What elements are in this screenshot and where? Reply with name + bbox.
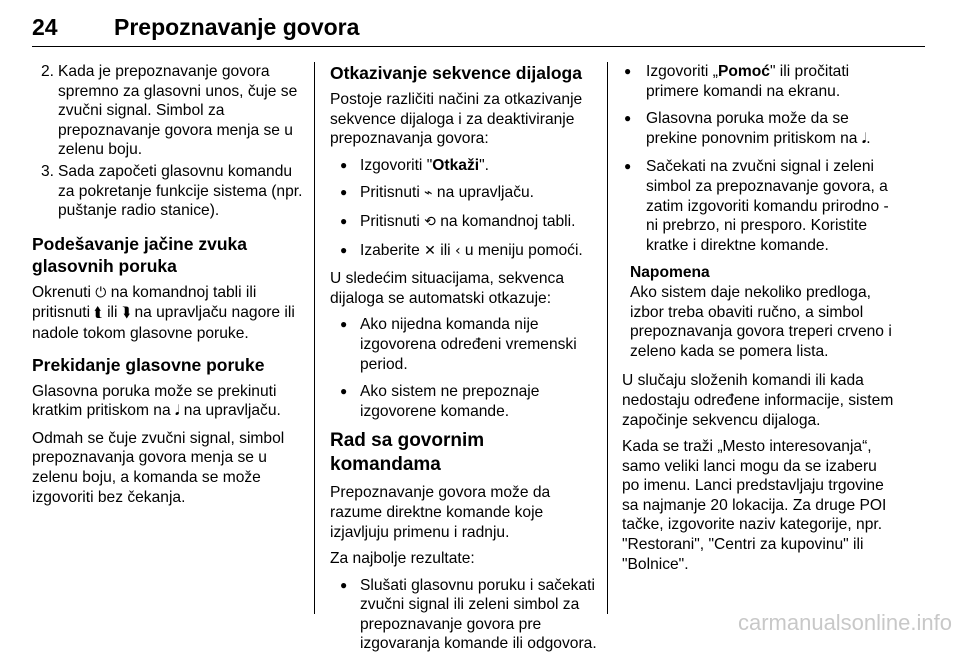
paragraph-interrupt: Glasovna poruka može se prekinuti kratkim pritiskom na 𝅘𝅥 na upravljaču. bbox=[32, 382, 281, 420]
auto-list bbox=[330, 315, 598, 421]
paragraph-auto: U sledećim situacijama, sekvenca dijaloga se automatski otkazuje: bbox=[330, 270, 564, 307]
list-item: ● Ako nijedna komanda nije izgovorena određeni vremenski period. bbox=[330, 315, 598, 374]
chevron-left-icon: ‹ bbox=[454, 242, 461, 259]
heading-volume: Podešavanje jačine zvuka glasovnih poruka bbox=[32, 233, 247, 276]
list-item: ● Izgovoriti "Otkaži". bbox=[330, 156, 598, 176]
paragraph-volume: Okrenuti ⏻ na komandnoj tabli ili pritisnuti ⮬ ili ⮯ na upravljaču nagore ili nadole tokom glasovne poruke. bbox=[32, 283, 295, 342]
back-icon: ⟲ bbox=[424, 213, 436, 230]
step-number: 2. bbox=[41, 63, 55, 80]
paragraph-voice: Prepoznavanje govora može da razume direktne komande koje izjavljuju primenu i radnju. bbox=[330, 484, 551, 541]
volume-up-icon: ⮬ bbox=[94, 305, 103, 322]
list-item: ● Ako sistem ne prepoznaje izgovorene komande. bbox=[330, 382, 598, 421]
heading-cancel: Otkazivanje sekvence dijaloga bbox=[330, 63, 582, 83]
note-box bbox=[622, 263, 894, 361]
close-icon: ✕ bbox=[424, 242, 436, 259]
page-title: Prepoznavanje govora bbox=[114, 14, 360, 40]
best-list-continued bbox=[622, 62, 894, 255]
page-header bbox=[32, 6, 925, 47]
cancel-list bbox=[330, 156, 598, 261]
steps-list bbox=[32, 62, 304, 221]
paragraph-complex: U slučaju složenih komandi ili kada nedostaju određene informacije, sistem započinje sekvencu dijaloga. bbox=[622, 372, 894, 429]
list-item bbox=[32, 162, 304, 221]
hang-up-icon: ⌁ bbox=[424, 185, 433, 202]
best-list bbox=[330, 576, 598, 654]
step-text: Kada je prepoznavanje govora spremno za glasovni unos, čuje se zvučni signal. Simbol za prepoznavanje govora menja se u zelenu boju. bbox=[58, 63, 298, 159]
heading-voice: Rad sa govornim komandama bbox=[330, 430, 485, 476]
column-1 bbox=[32, 62, 304, 514]
note-text: Ako sistem daje nekoliko predloga, izbor treba obaviti ručno, a simbol prepoznavanja govora treperi crveno i zeleno kada se pomera lista. bbox=[630, 283, 892, 360]
voice-icon: 𝅘𝅥 bbox=[861, 130, 867, 147]
list-item: ● Pritisnuti ⌁ na upravljaču. bbox=[330, 183, 598, 204]
note-title: Napomena bbox=[630, 264, 710, 282]
column-divider bbox=[607, 62, 608, 614]
list-item: ● Pritisnuti ⟲ na komandnoj tabli. bbox=[330, 212, 598, 233]
power-icon: ⏻ bbox=[95, 284, 107, 301]
paragraph-interrupt-2: Odmah se čuje zvučni signal, simbol prepoznavanja govora menja se u zelenu boju, a komanda se može izgovoriti bez čekanja. bbox=[32, 429, 285, 506]
step-text: Sada započeti glasovnu komandu za pokretanje funkcije sistema (npr. puštanje radio stanice). bbox=[58, 162, 303, 220]
paragraph-poi: Kada se traži „Mesto interesovanja“, samo veliki lanci mogu da se izaberu po imenu. Lanci predstavljaju trgovine sa najmanje 20 lokacija. Za druge POI tačke, izgovorite naziv kategorije, npr. "Restorani", "Centri za kupovinu" ili "Bolnice". bbox=[622, 438, 887, 573]
list-item: ● Sačekati na zvučni signal i zeleni simbol za prepoznavanje govora, a zatim izgovoriti komandu prirodno - ni prebrzo, ni presporo. Koristite kratke i direktne komande. bbox=[622, 157, 894, 255]
watermark: carmanualsonline.info bbox=[737, 610, 952, 635]
volume-down-icon: ⮯ bbox=[121, 305, 131, 322]
step-number: 3. bbox=[41, 162, 55, 180]
paragraph-best: Za najbolje rezultate: bbox=[330, 550, 475, 568]
list-item bbox=[32, 62, 304, 160]
voice-icon: 𝅘𝅥 bbox=[174, 403, 180, 420]
list-item: ● Izgovoriti „Pomoć" ili pročitati primere komandi na ekranu. bbox=[622, 62, 894, 101]
column-2 bbox=[330, 62, 598, 662]
list-item: ● Slušati glasovnu poruku i sačekati zvučni signal ili zeleni simbol za prepoznavanje govora pre izgovaranja komande ili odgovora. bbox=[330, 576, 598, 654]
column-divider bbox=[314, 62, 315, 614]
page-number: 24 bbox=[32, 14, 58, 40]
paragraph-cancel: Postoje različiti načini za otkazivanje sekvence dijaloga i za deaktiviranje prepoznavanja govora: bbox=[330, 91, 583, 148]
heading-interrupt: Prekidanje glasovne poruke bbox=[32, 354, 265, 375]
column-3 bbox=[622, 62, 894, 581]
list-item: ● Glasovna poruka može da se prekine ponovnim pritiskom na 𝅘𝅥. bbox=[622, 109, 894, 149]
list-item: ● Izaberite ✕ ili ‹ u meniju pomoći. bbox=[330, 241, 598, 262]
